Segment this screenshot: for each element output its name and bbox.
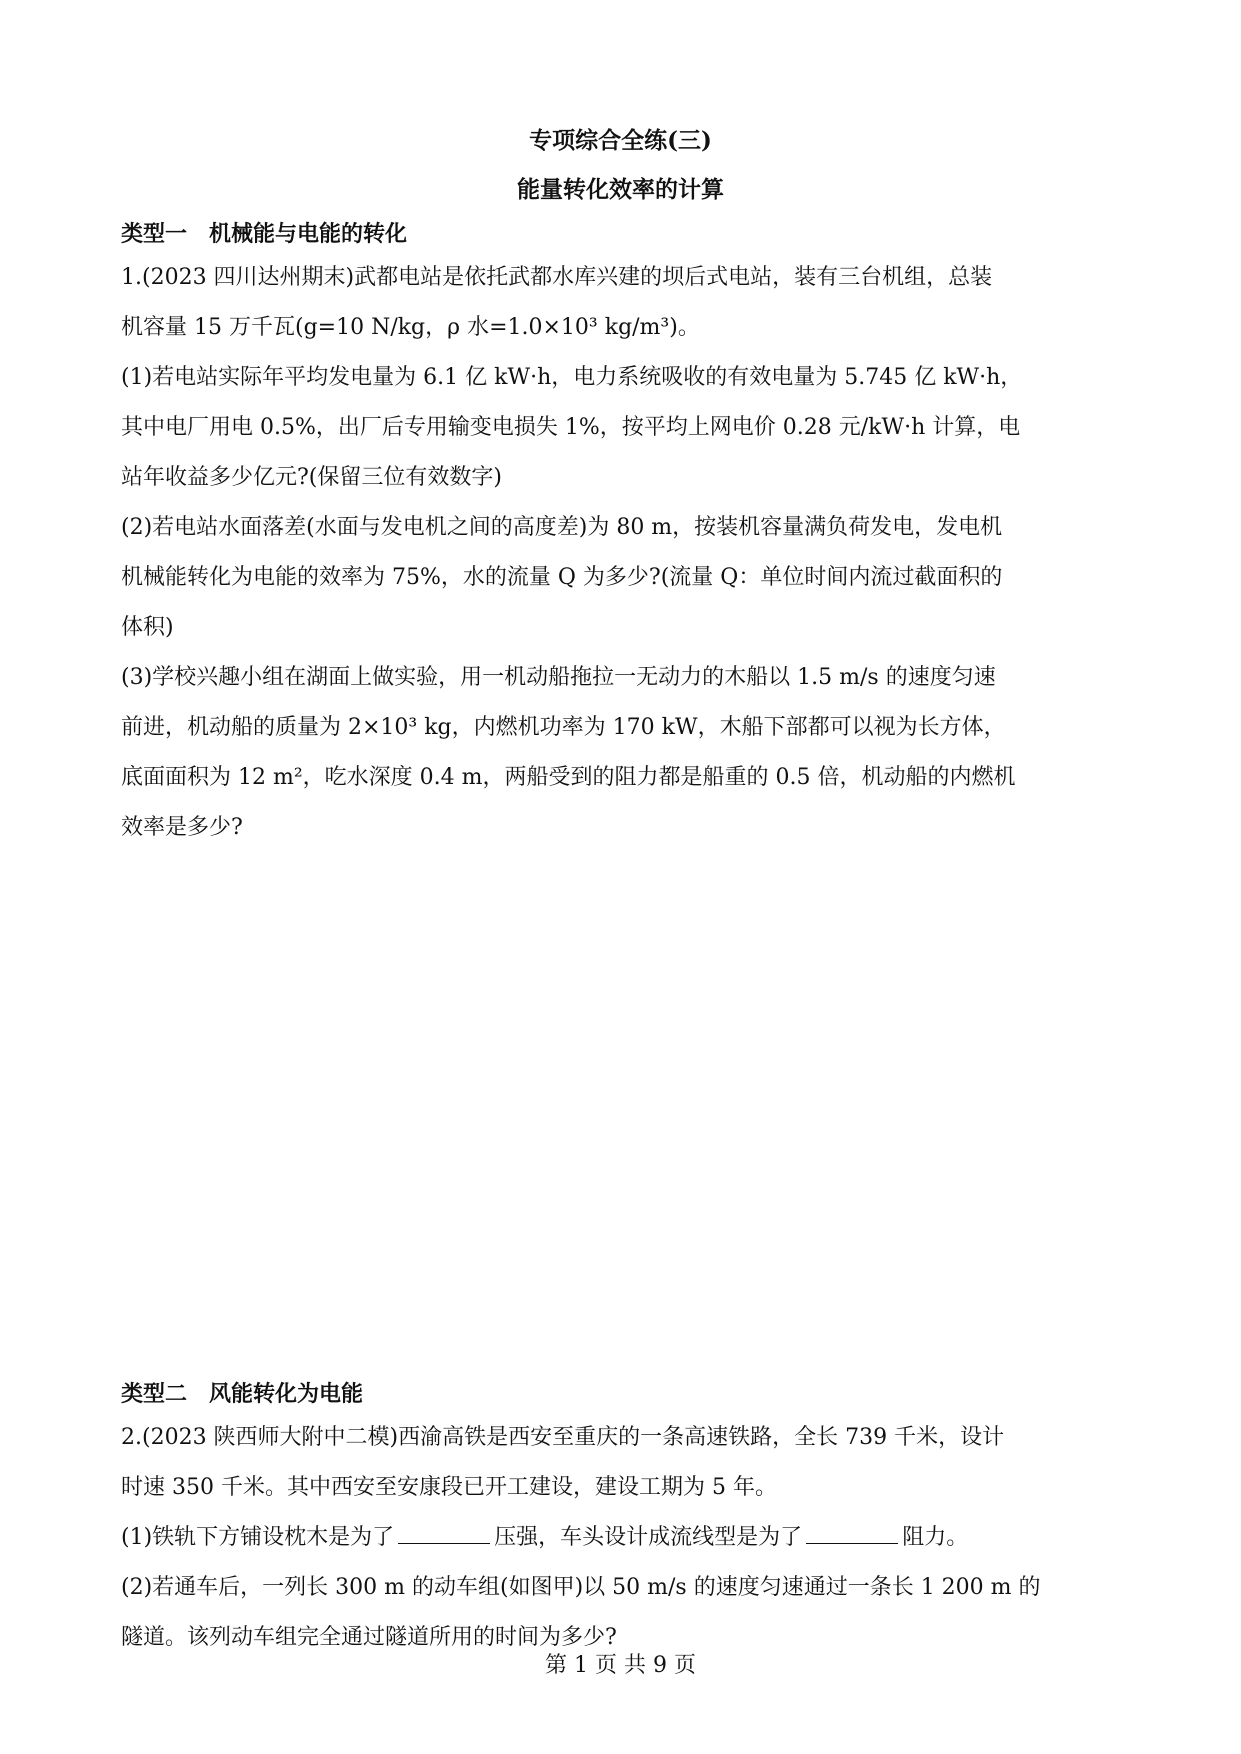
answer-blank-2[interactable] <box>806 1521 898 1544</box>
q2-intro-line1: 2.(2023 陕西师大附中二模)西渝高铁是西安至重庆的一条高速铁路，全长 739 千米，设计 <box>121 1425 1005 1450</box>
section2-heading: 类型二 风能转化为电能 <box>121 1381 364 1407</box>
q2-part1-text-b: 压强，车头设计成流线型是为了 <box>494 1525 803 1550</box>
q2-part1-text-a: (1)铁轨下方铺设枕木是为了 <box>121 1525 395 1550</box>
page-number: 第 1 页 共 9 页 <box>545 1653 696 1678</box>
q1-part3-line3: 底面面积为 12 m²，吃水深度 0.4 m，两船受到的阻力都是船重的 0.5 倍，机动船的内燃机 <box>121 765 1016 790</box>
page-title: 专项综合全练(三) <box>529 127 712 154</box>
q1-part3-line4: 效率是多少? <box>121 815 243 840</box>
q2-part2-line2: 隧道。该列动车组完全通过隧道所用的时间为多少? <box>121 1625 617 1650</box>
q1-part2-line1: (2)若电站水面落差(水面与发电机之间的高度差)为 80 m，按装机容量满负荷发电，发电机 <box>121 515 1003 540</box>
q1-intro-line1: 1.(2023 四川达州期末)武都电站是依托武都水库兴建的坝后式电站，装有三台机组，总装 <box>121 265 993 290</box>
q2-intro-line2: 时速 350 千米。其中西安至安康段已开工建设，建设工期为 5 年。 <box>121 1475 777 1500</box>
q1-part1-line2: 其中电厂用电 0.5%，出厂后专用输变电损失 1%，按平均上网电价 0.28 元/kW·h 计算，电 <box>121 415 1021 440</box>
q2-part2-line1: (2)若通车后，一列长 300 m 的动车组(如图甲)以 50 m/s 的速度匀速通过一条长 1 200 m 的 <box>121 1575 1041 1600</box>
q1-part1-line3: 站年收益多少亿元?(保留三位有效数字) <box>121 465 502 490</box>
q1-part2-line2: 机械能转化为电能的效率为 75%，水的流量 Q 为多少?(流量 Q：单位时间内流过截面积的 <box>121 565 1003 590</box>
q1-part3-line2: 前进，机动船的质量为 2×10³ kg，内燃机功率为 170 kW，木船下部都可以视为长方体， <box>121 715 1006 740</box>
q2-part1-text-c: 阻力。 <box>902 1525 969 1550</box>
q1-part3-line1: (3)学校兴趣小组在湖面上做实验，用一机动船拖拉一无动力的木船以 1.5 m/s 的速度匀速 <box>121 665 996 690</box>
section1-heading: 类型一 机械能与电能的转化 <box>121 221 408 247</box>
q1-part1-line1: (1)若电站实际年平均发电量为 6.1 亿 kW·h，电力系统吸收的有效电量为 5.745 亿 kW·h， <box>121 365 1023 390</box>
q2-part1 <box>121 1513 1121 1563</box>
q1-part2-line3: 体积) <box>121 615 174 640</box>
page-subtitle: 能量转化效率的计算 <box>517 176 724 203</box>
q1-intro-line2: 机容量 15 万千瓦(g=10 N/kg，ρ 水=1.0×10³ kg/m³)。 <box>121 315 700 340</box>
answer-blank-1[interactable] <box>398 1521 490 1544</box>
